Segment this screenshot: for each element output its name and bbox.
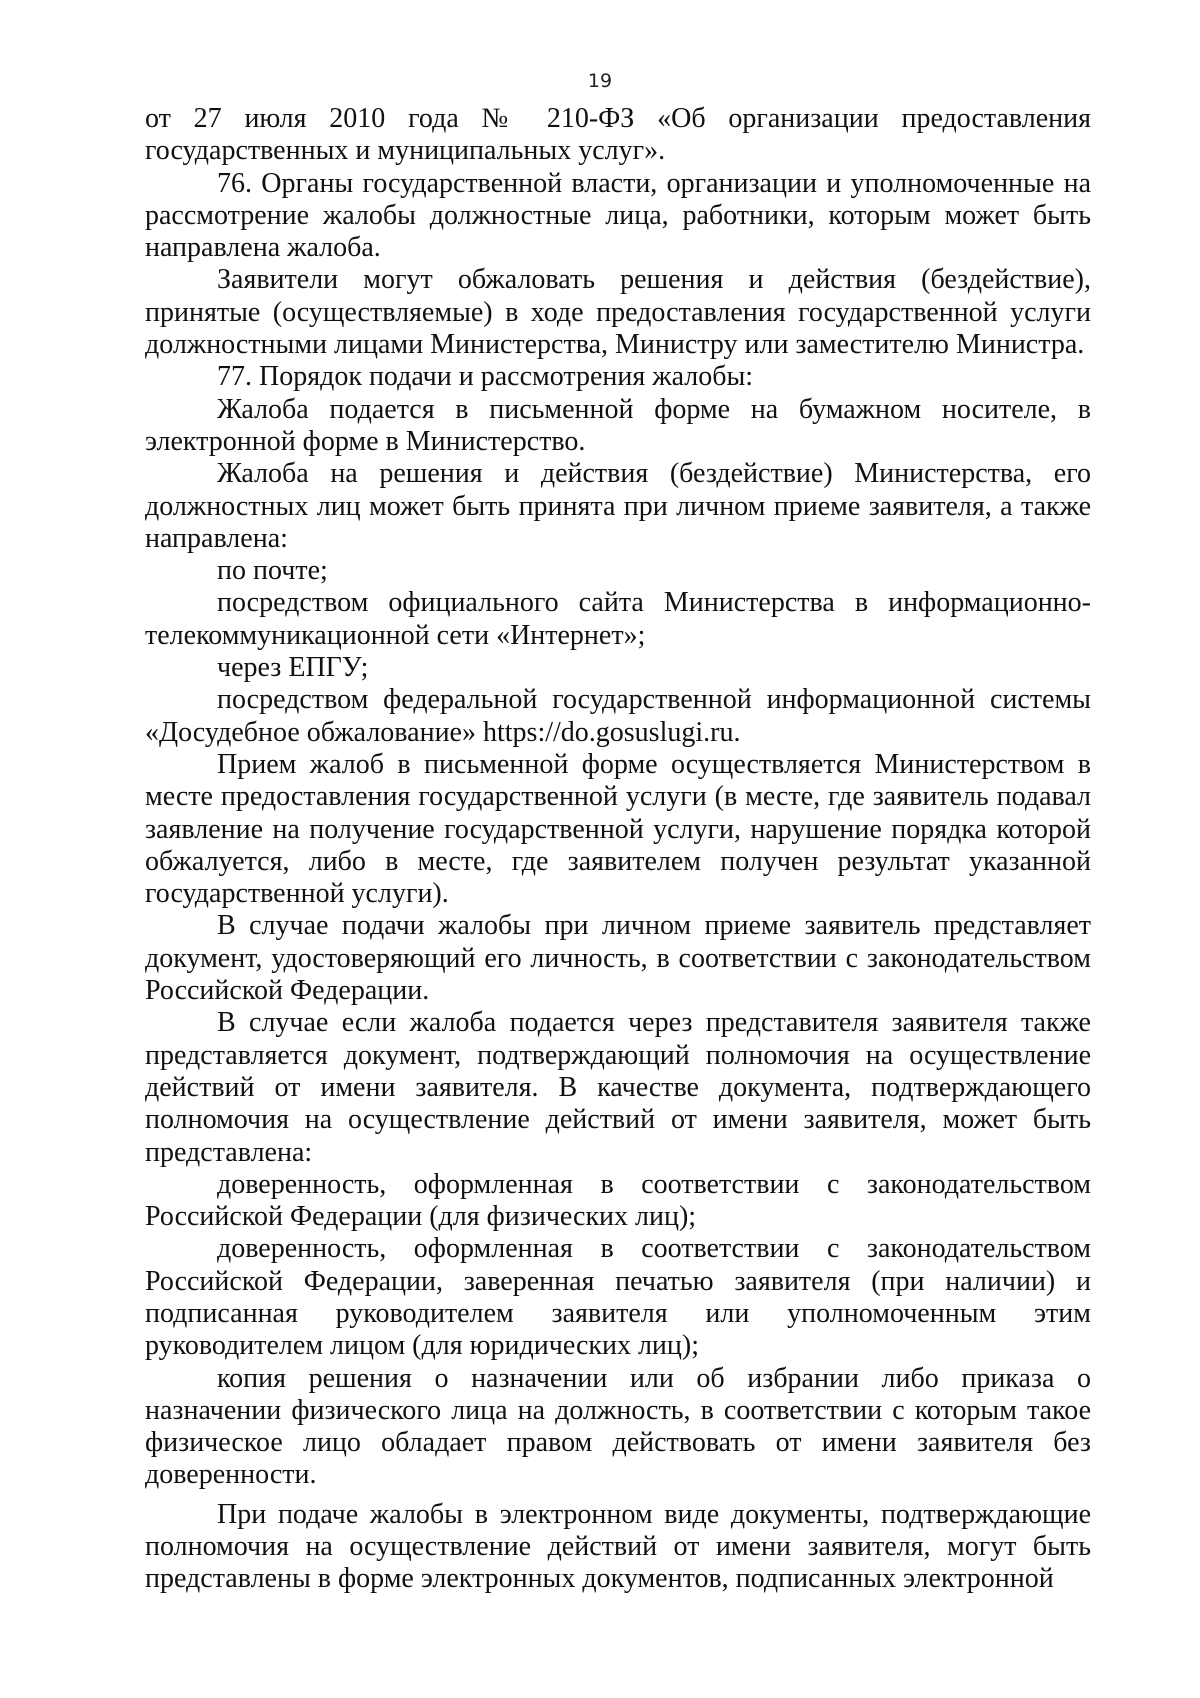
paragraph-law-reference: от 27 июля 2010 года № 210-ФЗ «Об организации предоставления государственных и муниципальных услуг».	[145, 103, 1091, 167]
list-item-post: по почте;	[217, 555, 328, 587]
list-item-appointment-copy: копия решения о назначении или об избрании либо приказа о назначении физического лица на должность, в соответствии с которым такое физическое лицо обладает правом действовать от имени заявителя без доверенности.	[145, 1362, 1091, 1491]
list-item-website: посредством официального сайта Министерства в информационно-телекоммуникационной сети «Интернет»;	[145, 587, 1091, 651]
list-item-epgu: через ЕПГУ;	[217, 652, 369, 684]
list-item-power-of-attorney-individuals: доверенность, оформленная в соответствии с законодательством Российской Федерации (для физических лиц);	[145, 1168, 1091, 1233]
paragraph-personal-reception: В случае подачи жалобы при личном приеме заявитель представляет документ, удостоверяющий его личность, в соответствии с законодательством Российской Федерации.	[145, 910, 1091, 1007]
paragraph-representative: В случае если жалоба подается через представителя заявителя также представляется документ, подтверждающий полномочия на осуществление действий от имени заявителя. В качестве документа, подтверждающего полномочия на осуществление действий от имени заявителя, может быть представлена:	[145, 1007, 1091, 1168]
page-number: 19	[587, 70, 613, 92]
document-body	[145, 103, 1091, 1596]
paragraph-written-reception: Прием жалоб в письменной форме осуществляется Министерством в месте предоставления государственной услуги (в месте, где заявитель подавал заявление на получение государственной услуги, нарушение порядка которой обжалуется, либо в месте, где заявителем получен результат указанной государственной услуги).	[145, 748, 1091, 910]
paragraph-complaint-form: Жалоба подается в письменной форме на бумажном носителе, в электронной форме в Министерство.	[145, 393, 1091, 457]
paragraph-electronic-submission: При подаче жалобы в электронном виде документы, подтверждающие полномочия на осуществление действий от имени заявителя, могут быть представлены в форме электронных документов, подписанных электронной	[145, 1498, 1091, 1595]
list-item-power-of-attorney-legal-entities: доверенность, оформленная в соответствии с законодательством Российской Федерации, заверенная печатью заявителя (при наличии) и подписанная руководителем заявителя или уполномоченным этим руководителем лицом (для юридических лиц);	[145, 1233, 1091, 1362]
paragraph-77: 77. Порядок подачи и рассмотрения жалобы:	[217, 361, 754, 393]
paragraph-76: 76. Органы государственной власти, организации и уполномоченные на рассмотрение жалобы должностные лица, работники, которым может быть направлена жалоба.	[145, 167, 1091, 264]
paragraph-complaint-channels: Жалоба на решения и действия (бездействие) Министерства, его должностных лиц может быть принята при личном приеме заявителя, а также направлена:	[145, 458, 1091, 554]
paragraph-applicants-appeal: Заявители могут обжаловать решения и действия (бездействие), принятые (осуществляемые) в ходе предоставления государственной услуги должностными лицами Министерства, Министру или заместителю Министра.	[145, 264, 1091, 361]
list-item-pretrial-system: посредством федеральной государственной информационной системы «Досудебное обжалование» https://do.gosuslugi.ru.	[145, 684, 1091, 748]
